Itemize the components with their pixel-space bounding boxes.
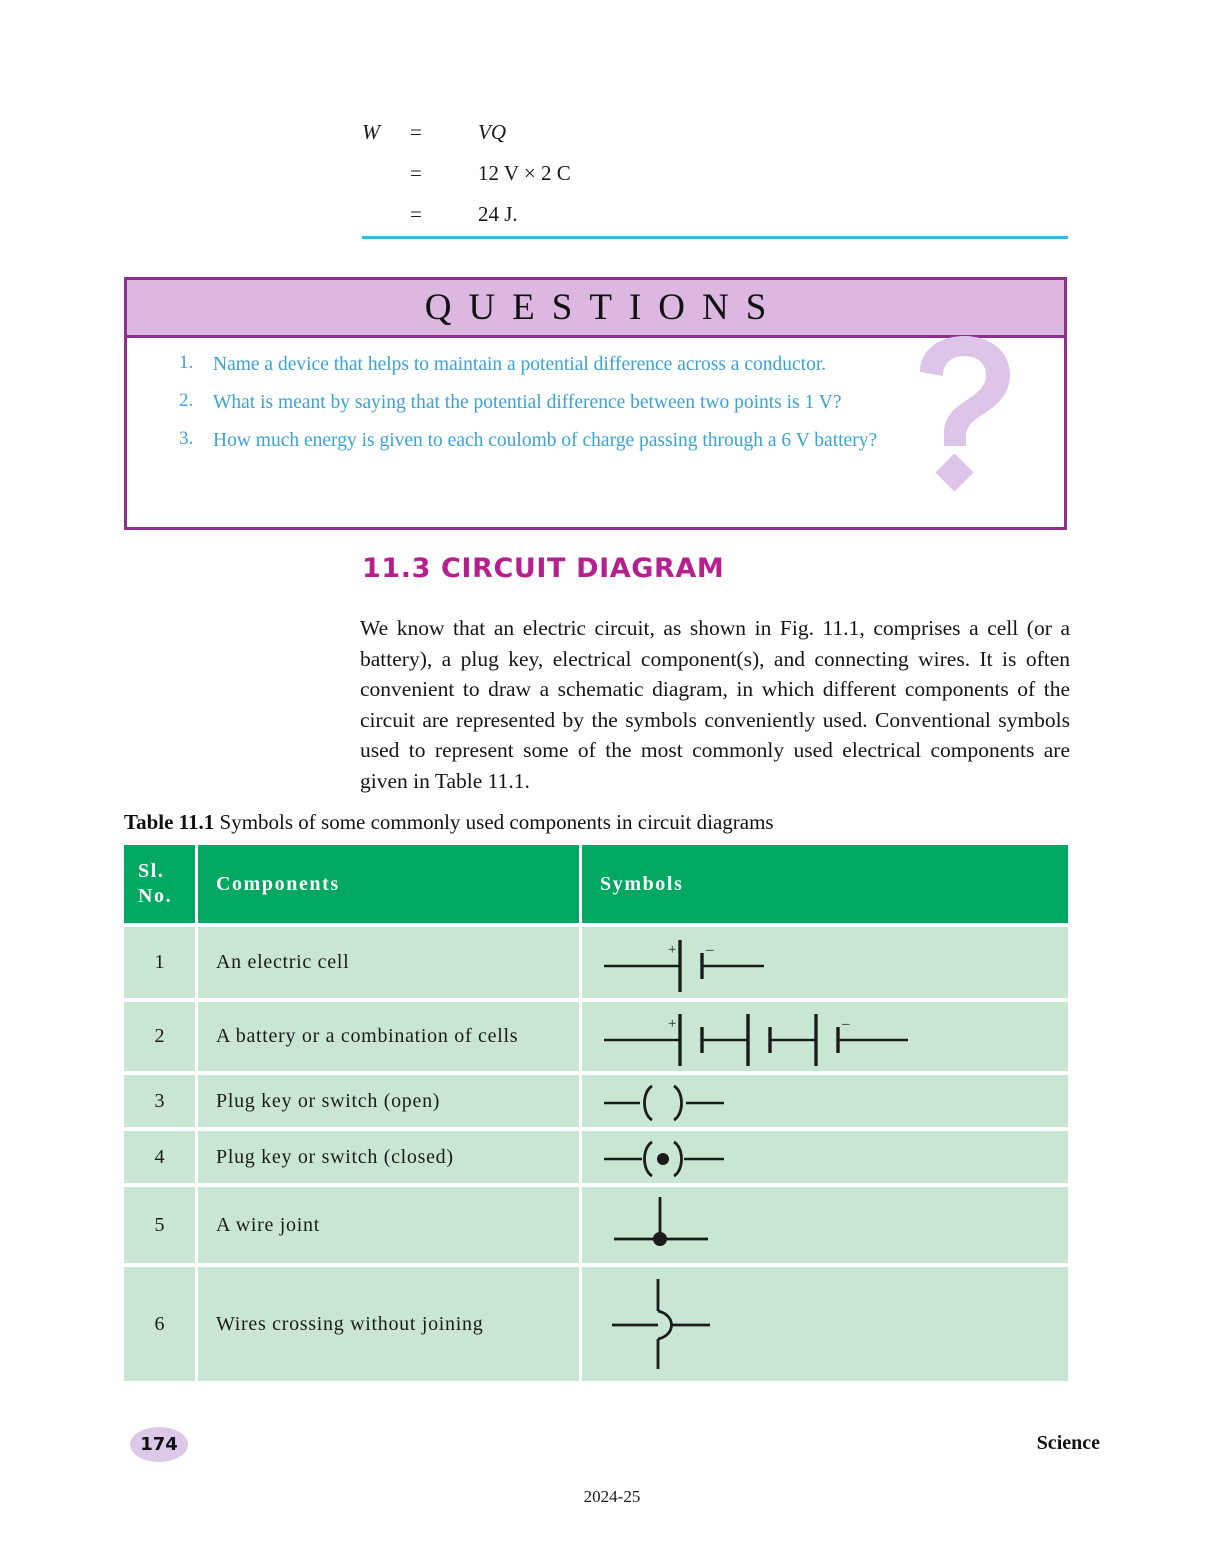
switch-closed-symbol [596, 1133, 776, 1181]
question-number: 3. [179, 427, 194, 449]
question-text: What is meant by saying that the potential difference between two points is 1 V? [213, 391, 842, 413]
page-title: 11.3 CIRCUIT DIAGRAM [362, 553, 725, 584]
page-number: 174 [140, 1434, 178, 1455]
column-header-components-label: Components [216, 872, 340, 895]
row-number: 2 [124, 998, 198, 1071]
symbols-table [124, 845, 1068, 1381]
footer-year: 2024-25 [583, 1487, 641, 1506]
row-symbol [582, 923, 1068, 998]
column-header-components [198, 845, 582, 923]
wires-crossing-symbol [596, 1269, 776, 1379]
equation-row [362, 120, 1068, 161]
question-text: How much energy is given to each coulomb of charge passing through a 6 V battery? [213, 429, 878, 451]
row-symbol [582, 1263, 1068, 1381]
row-symbol [582, 1071, 1068, 1127]
table-row [124, 1071, 1068, 1127]
table-row [124, 1183, 1068, 1263]
footer-subject: Science [1036, 1432, 1100, 1454]
equation-value: 12 V × 2 C [478, 161, 571, 185]
table-caption-label: Table 11.1 [124, 810, 215, 834]
row-component: A battery or a combination of cells [198, 998, 582, 1071]
row-component: A wire joint [198, 1183, 582, 1263]
battery-symbol [596, 1006, 926, 1068]
row-symbol [582, 998, 1068, 1071]
row-number: 5 [124, 1183, 198, 1263]
equation-block [362, 120, 1068, 243]
equation-value: VQ [478, 120, 506, 144]
row-symbol [582, 1127, 1068, 1183]
row-number: 6 [124, 1263, 198, 1381]
row-number: 3 [124, 1071, 198, 1127]
table-caption [124, 810, 774, 835]
equation-operator: = [410, 161, 422, 185]
column-header-symbols [582, 845, 1068, 923]
question-text: Name a device that helps to maintain a potential difference across a conductor. [213, 354, 827, 375]
svg-text:–: – [842, 1015, 850, 1032]
svg-text:+: + [668, 941, 677, 958]
questions-box [124, 277, 1067, 530]
questions-header [127, 280, 1064, 338]
horizontal-rule [362, 236, 1068, 239]
equation-value: 24 J. [478, 202, 518, 226]
row-number: 1 [124, 923, 198, 998]
column-header-slno-label: Sl. No. [138, 860, 173, 907]
question-number: 2. [179, 389, 194, 411]
question-number: 1. [179, 352, 194, 373]
table-row [124, 923, 1068, 998]
svg-text:–: – [706, 941, 714, 958]
row-component: Plug key or switch (closed) [198, 1127, 582, 1183]
column-header-symbols-label: Symbols [600, 872, 684, 895]
row-component: An electric cell [198, 923, 582, 998]
list-item [127, 390, 1064, 416]
page-number-badge [130, 1427, 188, 1462]
row-component: Wires crossing without joining [198, 1263, 582, 1381]
row-component: Plug key or switch (open) [198, 1071, 582, 1127]
questions-title: QUESTIONS [424, 287, 784, 328]
equation-row [362, 161, 1068, 202]
column-header-slno [124, 845, 198, 923]
table-row [124, 1127, 1068, 1183]
table-header-row [124, 845, 1068, 923]
body-paragraph: We know that an electric circuit, as shown in Fig. 11.1, comprises a cell (or a battery), a plug key, electrical component(s), and connecting wires. It is often convenient to draw a schematic diagram, in which different components of the circuit are represented by the symbols conveniently used. Conventional symbols used to represent some of the most commonly used electrical components are given in Table 11.1. [360, 616, 1070, 793]
equation-symbol: W [362, 120, 380, 144]
table-row [124, 1263, 1068, 1381]
svg-text:+: + [668, 1015, 677, 1032]
table-row [124, 998, 1068, 1071]
switch-open-symbol [596, 1077, 776, 1125]
row-symbol [582, 1183, 1068, 1263]
table-caption-text: Symbols of some commonly used components in circuit diagrams [214, 810, 774, 834]
row-number: 4 [124, 1127, 198, 1183]
wire-joint-symbol [596, 1189, 776, 1261]
list-item [127, 352, 1064, 378]
electric-cell-symbol [596, 932, 846, 994]
equation-operator: = [410, 120, 422, 144]
equation-operator: = [410, 202, 422, 226]
list-item [127, 428, 1064, 454]
questions-list [127, 338, 1064, 527]
